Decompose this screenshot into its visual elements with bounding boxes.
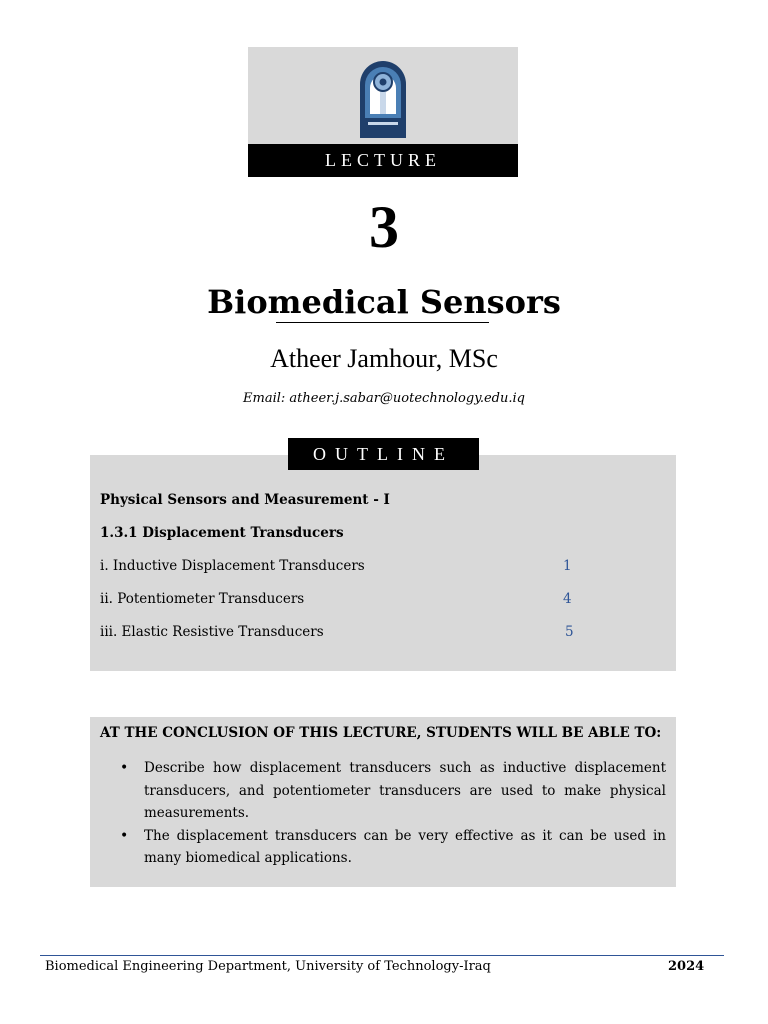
lecture-label: LECTURE — [248, 144, 518, 177]
toc-item-potentiometer[interactable]: ii. Potentiometer Transducers — [100, 591, 305, 607]
lecture-number: 3 — [369, 194, 399, 260]
outline-subsection: 1.3.1 Displacement Transducers — [100, 525, 344, 541]
objective-text: The displacement transducers can be very effective as it can be used in many biomedical applications. — [144, 827, 666, 866]
toc-page-potentiometer[interactable]: 4 — [563, 591, 572, 607]
toc-item-inductive[interactable]: i. Inductive Displacement Transducers — [100, 558, 365, 574]
footer-department: Biomedical Engineering Department, University of Technology-Iraq — [45, 959, 491, 974]
objective-text: Describe how displacement transducers such as inductive displacement transducers, and potentiometer transducers are used to make physical measurements. — [144, 760, 666, 821]
toc-item-elastic[interactable]: iii. Elastic Resistive Transducers — [100, 624, 324, 640]
objectives-list — [100, 757, 666, 870]
objective-item — [100, 825, 666, 870]
toc-page-inductive[interactable]: 1 — [563, 558, 572, 574]
logo-panel — [248, 47, 518, 177]
footer-year: 2024 — [668, 959, 705, 974]
objective-item — [100, 757, 666, 825]
bullet-icon: • — [120, 827, 129, 844]
author-email: Email: atheer.j.sabar@uotechnology.edu.iq — [243, 391, 525, 406]
toc-page-elastic[interactable]: 5 — [565, 624, 574, 640]
outline-label: OUTLINE — [288, 438, 479, 470]
title-underline — [276, 322, 489, 323]
outline-section: Physical Sensors and Measurement - I — [100, 492, 390, 508]
author-name: Atheer Jamhour, MSc — [270, 344, 498, 373]
university-emblem-icon — [356, 52, 410, 140]
footer-divider — [40, 955, 724, 956]
document-title: Biomedical Sensors — [207, 283, 561, 321]
bullet-icon: • — [120, 760, 129, 776]
objectives-panel — [90, 717, 676, 887]
objectives-heading: AT THE CONCLUSION OF THIS LECTURE, STUDENTS WILL BE ABLE TO: — [100, 725, 662, 741]
outline-panel — [90, 455, 676, 671]
